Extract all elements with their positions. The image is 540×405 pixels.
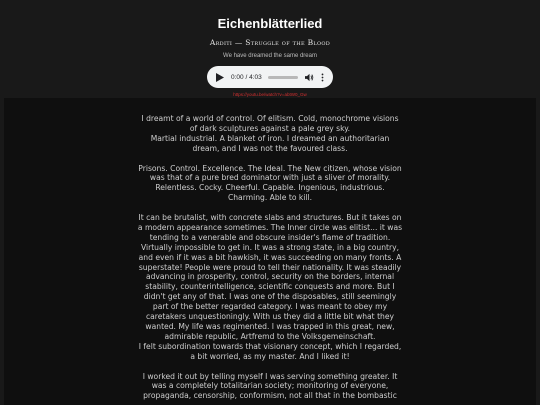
poem-line: was a completely totalitarian society; monitoring of everyone,: [151, 381, 389, 391]
stanza-1: [120, 114, 420, 154]
track-subtitle: Arditi — Struggle of the Blood: [209, 38, 331, 47]
poem-line: part of the better regarded category. I was meant to obey my: [152, 302, 388, 312]
poem-line: stability, counterintelligence, scientific conquests and more. But I: [145, 282, 395, 292]
poem-line: It can be brutalist, with concrete slabs and structures. But it takes on: [138, 213, 402, 223]
poem-line: Virtually impossible to get in. It was a strong state, in a big country,: [140, 242, 400, 252]
lyrics-panel: [4, 98, 536, 405]
poem-line: propaganda, censorship, conformism, not all that in the bombastic: [143, 391, 397, 401]
poem-line: dream, and I was not the favoured class.: [192, 143, 348, 153]
time-display: 0:00 / 4:03: [231, 73, 262, 81]
poem-line: advancing in prosperity, control, security on the borders, internal: [145, 272, 395, 282]
seek-bar[interactable]: [268, 76, 298, 79]
poem-line: was that of a pure bred dominator with just a sliver of morality.: [149, 173, 391, 183]
audio-player[interactable]: [207, 66, 333, 88]
poem-line: tending to a venerable and obscure insider's flame of tradition.: [149, 232, 391, 242]
more-options-icon[interactable]: [317, 72, 327, 82]
poem-line: superstate! People were proud to tell their nationality. It was steadily: [138, 262, 402, 272]
volume-icon[interactable]: [304, 72, 314, 82]
stanza-2: [120, 164, 420, 204]
poem-line: of dark sculptures against a pale grey sky.: [189, 123, 351, 133]
stanza-3: [120, 213, 420, 362]
source-link[interactable]: https://youtu.be/watch?v=abtW0_Gw: [233, 92, 307, 97]
poem-line: a bit worried, as my master. And I liked it!: [190, 351, 350, 361]
tagline: We have dreamed the same dream: [223, 53, 317, 59]
poem-line: and even if it was a bit hawkish, it was succeeding on many fronts. A: [138, 252, 402, 262]
poem-line: a modern appearance sometimes. The Inner circle was elitist... it was: [137, 222, 403, 232]
poem-line: didn't get any of that. I was one of the disposables, still seemingly: [143, 292, 397, 302]
poem-line: Martial industrial. A blanket of iron. I dreamed an authoritarian: [150, 133, 390, 143]
poem-line: Prisons. Control. Excellence. The Ideal. The New citizen, whose vision: [138, 163, 402, 173]
poem-line: Charming. Able to kill.: [227, 193, 313, 203]
page-header: [0, 0, 540, 98]
poem-line: Relentless. Cocky. Cheerful. Capable. Ingenious, industrious.: [155, 183, 385, 193]
stanza-4: [120, 372, 420, 402]
poem-line: admirable republic, Artfremd to the Volksgemeinschaft.: [164, 331, 376, 341]
page-title: Eichenblätterlied: [217, 16, 323, 31]
poem-line: wanted. My life was regimented. I was trapped in this great, new,: [145, 322, 395, 331]
poem-line: caretakers unquestioningly. With us they did a little bit what they: [145, 312, 395, 322]
play-icon[interactable]: [213, 70, 227, 84]
poem-line: I dreamt of a world of control. Of elitism. Cold, monochrome visions: [141, 114, 399, 123]
poem-line: I felt subordination towards that visionary concept, which I regarded,: [138, 341, 402, 351]
poem-text: [120, 98, 420, 401]
poem-line: I worked it out by telling myself I was serving something greater. It: [142, 371, 398, 381]
